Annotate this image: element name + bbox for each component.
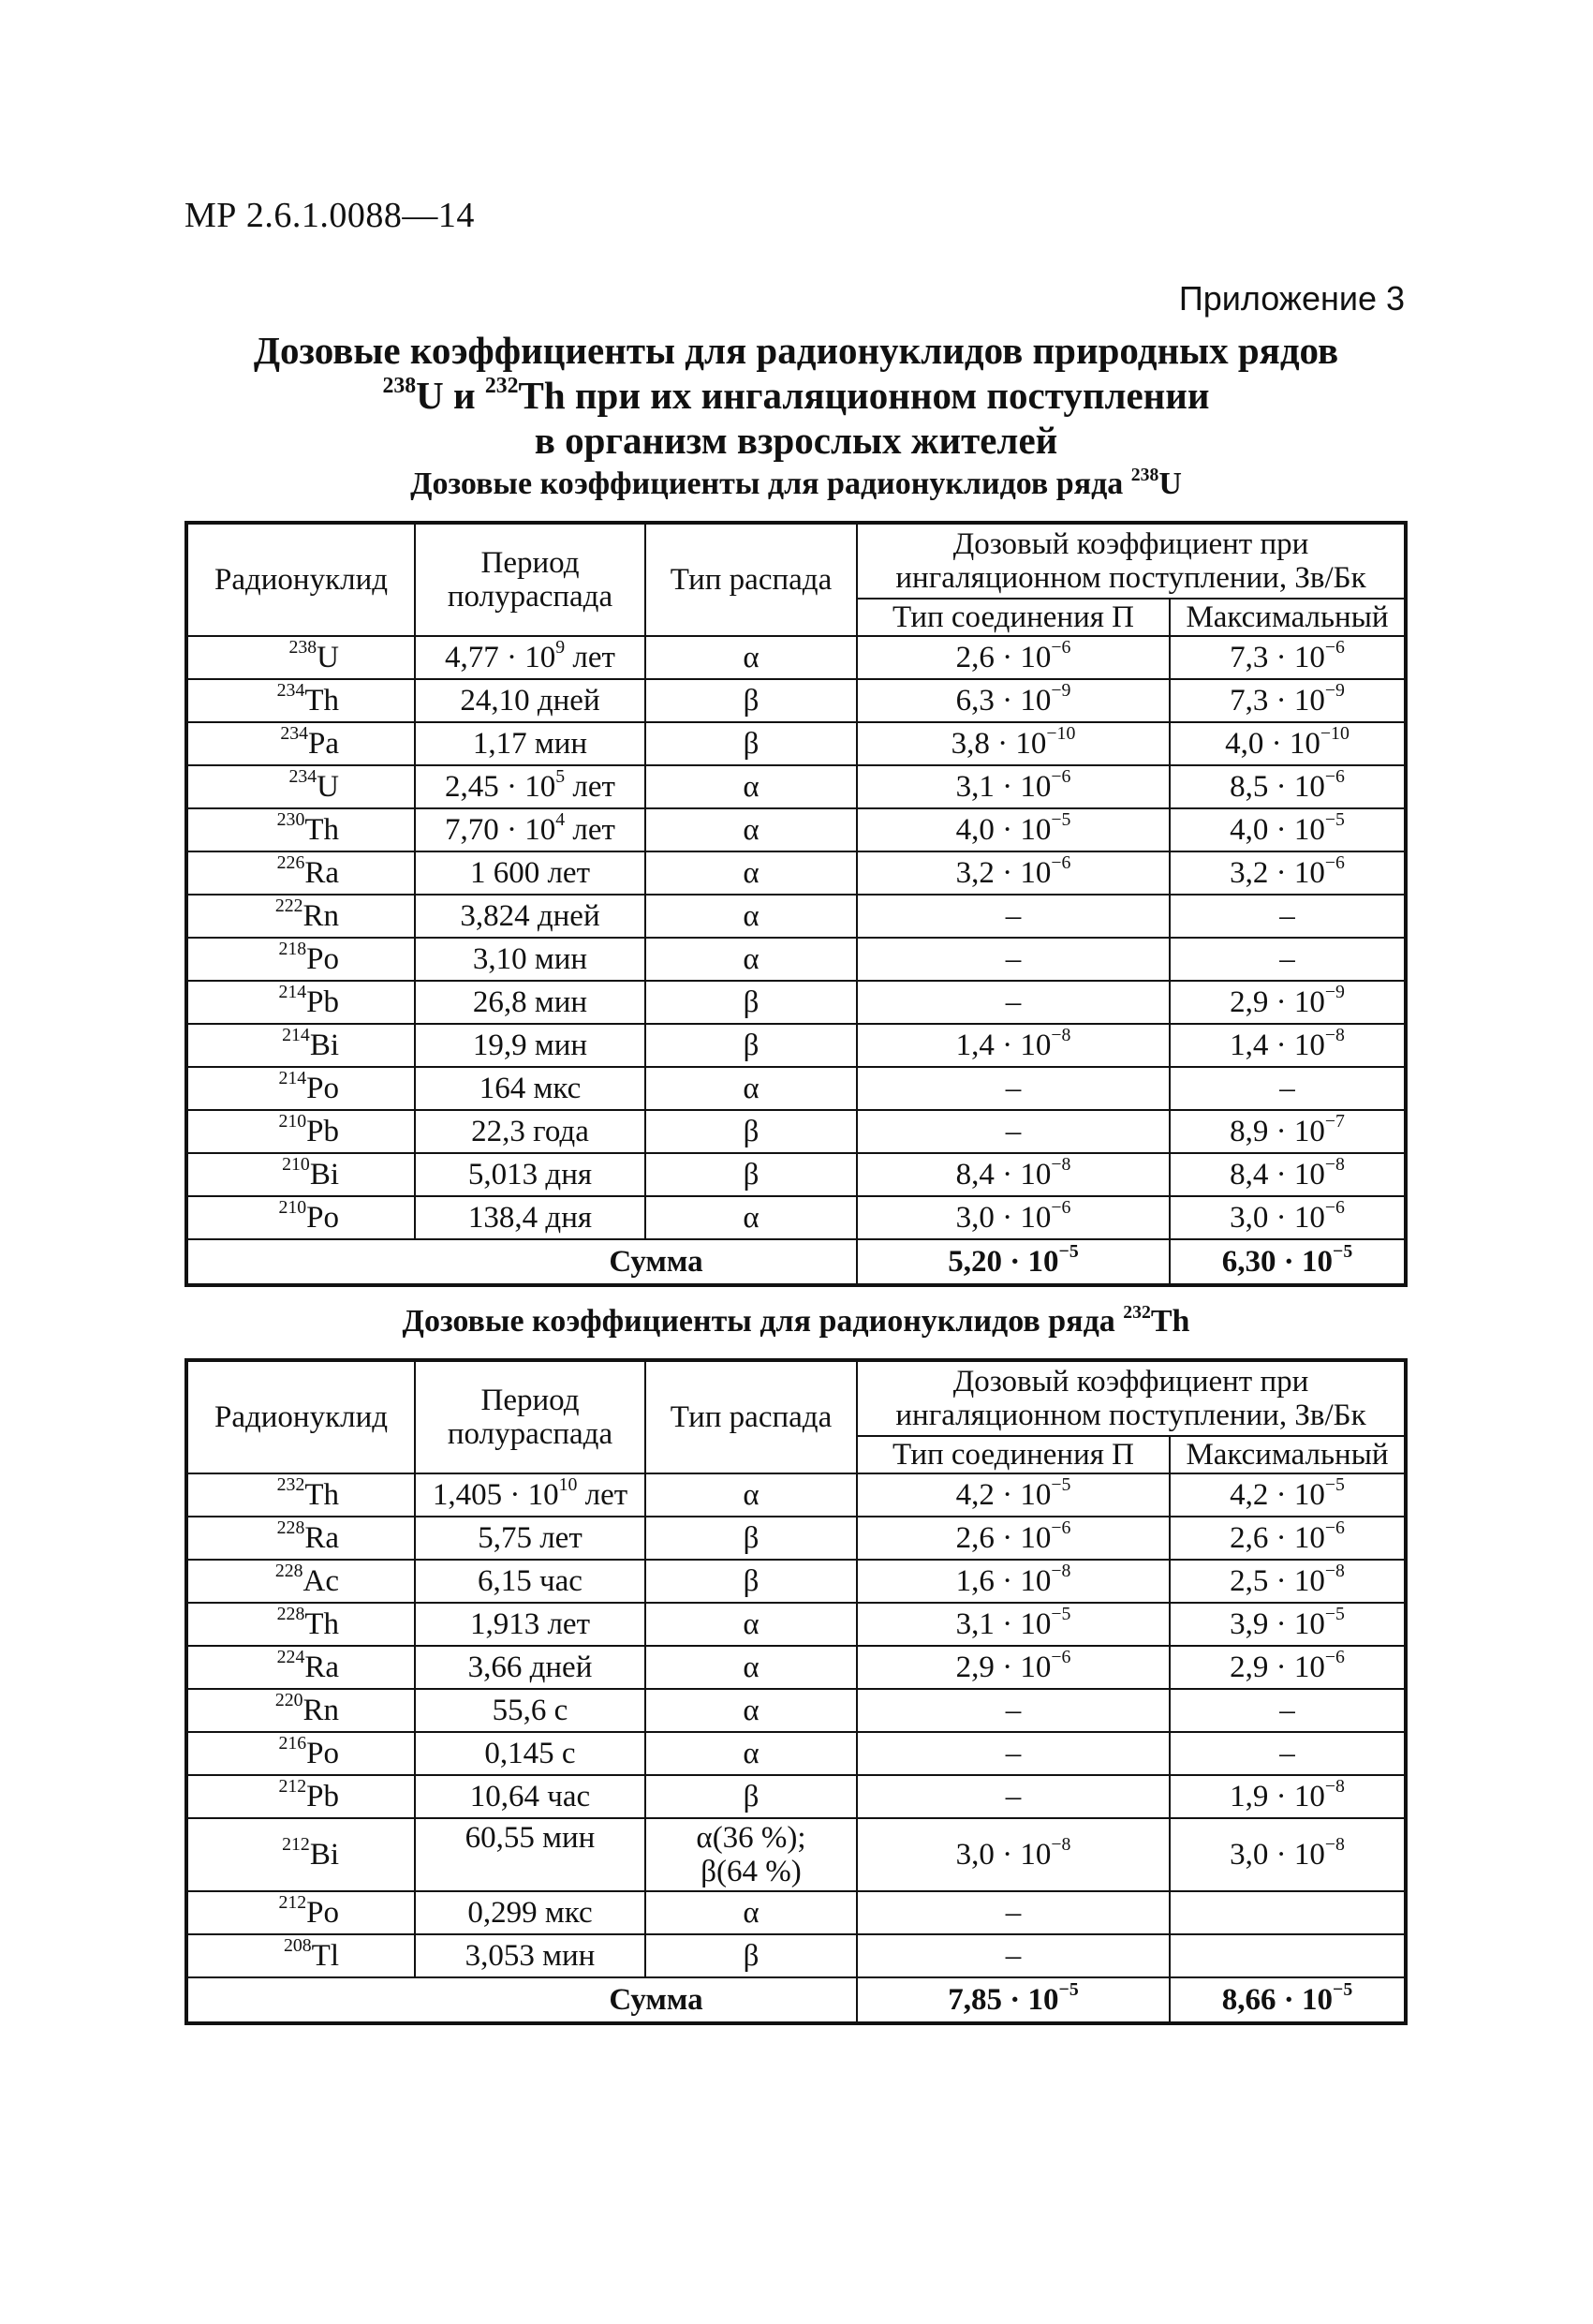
dose-type-p-cell: $4,2 \cdot 10^{-5}$ [857,1473,1170,1517]
table-caption-th232 [150,1301,1442,1340]
nuclide-cell: $^{228}$Ac [186,1560,415,1603]
dose-max-cell: $3,0 \cdot 10^{-8}$ [1170,1818,1406,1891]
half-life-cell: 3,053 мин [415,1934,645,1977]
header-half-life: Период полураспада [415,523,645,636]
table-row [186,1067,1406,1110]
decay-type-cell: α [645,1891,857,1934]
dose-type-p-cell: – [857,1110,1170,1153]
header-nuclide: Радионуклид [186,1360,415,1473]
half-life-cell: $7,70 \cdot 10^4$ лет [415,808,645,851]
dose-max-cell: $8,9 \cdot 10^{-7}$ [1170,1110,1406,1153]
table-row [186,1153,1406,1196]
title-th-rest: Th при их ингаляционном поступлении [518,374,1210,417]
dose-type-p-cell: $3,0 \cdot 10^{-8}$ [857,1818,1170,1891]
nuclide-cell: $^{214}$Bi [186,1024,415,1067]
table-row [186,1603,1406,1646]
caption-text: Дозовые коэффициенты для радионуклидов ряда [410,466,1131,501]
appendix-label: Приложение 3 [1178,279,1405,318]
nuclide-cell: $^{208}$Tl [186,1934,415,1977]
half-life-cell: 22,3 года [415,1110,645,1153]
table-row [186,1646,1406,1689]
table-row [186,1934,1406,1977]
decay-type-cell: α [645,895,857,938]
dose-max-cell: $7,3 \cdot 10^{-6}$ [1170,636,1406,679]
total-row [186,1239,1406,1285]
nuclide-cell: $^{228}$Ra [186,1517,415,1560]
caption-text: Дозовые коэффициенты для радионуклидов ряда [402,1304,1124,1339]
table-row [186,851,1406,895]
header-dose-coefficient: Дозовый коэффициент при ингаляционном поступлении, Зв/Бк [857,1360,1406,1436]
decay-type-cell: β [645,1517,857,1560]
dose-type-p-cell: – [857,1689,1170,1732]
header-nuclide: Радионуклид [186,523,415,636]
half-life-cell: 1,913 лет [415,1603,645,1646]
table-row [186,895,1406,938]
table-row [186,1689,1406,1732]
header-decay-type: Тип распада [645,523,857,636]
decay-type-cell: α [645,1603,857,1646]
dose-type-p-cell: $1,6 \cdot 10^{-8}$ [857,1560,1170,1603]
decay-type-cell: α [645,808,857,851]
nuclide-cell: $^{218}$Po [186,938,415,981]
nuclide-cell: $^{214}$Po [186,1067,415,1110]
table-row [186,1818,1406,1891]
decay-type-cell: α(36 %); β(64 %) [645,1818,857,1891]
table-row [186,1891,1406,1934]
half-life-cell: 1,17 мин [415,722,645,765]
half-life-cell: 3,824 дней [415,895,645,938]
dose-max-cell: $7,3 \cdot 10^{-9}$ [1170,679,1406,722]
dose-type-p-cell: $1,4 \cdot 10^{-8}$ [857,1024,1170,1067]
half-life-cell: 164 мкс [415,1067,645,1110]
dose-type-p-cell: $3,2 \cdot 10^{-6}$ [857,851,1170,895]
title-u-mass: 238 [382,373,417,398]
title-line-2 [150,373,1442,418]
decay-type-cell: β [645,1560,857,1603]
nuclide-cell: $^{222}$Rn [186,895,415,938]
main-title [150,328,1442,463]
nuclide-cell: $^{232}$Th [186,1473,415,1517]
dose-max-cell: – [1170,1689,1406,1732]
total-type-p: $5,20 \cdot 10^{-5}$ [857,1239,1170,1285]
header-type-p: Тип соединения П [857,1436,1170,1473]
decay-type-cell: α [645,1732,857,1775]
decay-type-cell: β [645,1775,857,1818]
header-dose-coefficient: Дозовый коэффициент при ингаляционном поступлении, Зв/Бк [857,523,1406,599]
dose-max-cell: $8,5 \cdot 10^{-6}$ [1170,765,1406,808]
dose-type-p-cell: $6,3 \cdot 10^{-9}$ [857,679,1170,722]
header-max: Максимальный [1170,1436,1406,1473]
title-th-mass: 232 [484,373,519,398]
decay-type-cell: α [645,1473,857,1517]
decay-type-cell: β [645,1024,857,1067]
caption-mass: 232 [1123,1301,1151,1323]
nuclide-cell: $^{220}$Rn [186,1689,415,1732]
dose-type-p-cell: – [857,938,1170,981]
document-code: МР 2.6.1.0088—14 [184,196,475,235]
decay-type-cell: β [645,1934,857,1977]
half-life-cell: 5,013 дня [415,1153,645,1196]
dose-type-p-cell: – [857,895,1170,938]
half-life-cell: $2,45 \cdot 10^5$ лет [415,765,645,808]
decay-type-cell: α [645,851,857,895]
dose-max-cell: – [1170,1732,1406,1775]
dose-max-cell: $1,4 \cdot 10^{-8}$ [1170,1024,1406,1067]
dose-type-p-cell: $2,6 \cdot 10^{-6}$ [857,636,1170,679]
dose-max-cell: $3,9 \cdot 10^{-5}$ [1170,1603,1406,1646]
total-row [186,1977,1406,2023]
decay-type-cell: α [645,1196,857,1239]
nuclide-cell: $^{210}$Bi [186,1153,415,1196]
half-life-cell: 26,8 мин [415,981,645,1024]
half-life-cell: 0,299 мкс [415,1891,645,1934]
half-life-cell: 24,10 дней [415,679,645,722]
table-row [186,981,1406,1024]
dose-type-p-cell: $8,4 \cdot 10^{-8}$ [857,1153,1170,1196]
nuclide-cell: $^{210}$Po [186,1196,415,1239]
caption-element: Th [1150,1304,1190,1339]
nuclide-cell: $^{226}$Ra [186,851,415,895]
half-life-cell: 55,6 с [415,1689,645,1732]
dose-table-th232 [184,1358,1408,2025]
nuclide-cell: $^{212}$Bi [186,1818,415,1891]
dose-type-p-cell: $3,1 \cdot 10^{-6}$ [857,765,1170,808]
dose-type-p-cell: $3,1 \cdot 10^{-5}$ [857,1603,1170,1646]
decay-type-cell: β [645,1153,857,1196]
table-row [186,1560,1406,1603]
decay-type-cell: β [645,679,857,722]
dose-max-cell: – [1170,895,1406,938]
table-row [186,1473,1406,1517]
caption-mass: 238 [1130,464,1159,485]
dose-type-p-cell: $4,0 \cdot 10^{-5}$ [857,808,1170,851]
nuclide-cell: $^{238}$U [186,636,415,679]
dose-max-cell: $3,0 \cdot 10^{-6}$ [1170,1196,1406,1239]
table-body [186,1473,1406,2023]
table-row [186,1775,1406,1818]
nuclide-cell: $^{234}$Th [186,679,415,722]
table-row [186,1732,1406,1775]
dose-max-cell: $2,9 \cdot 10^{-6}$ [1170,1646,1406,1689]
table-row [186,1024,1406,1067]
half-life-cell: 60,55 мин [415,1818,645,1891]
header-max: Максимальный [1170,599,1406,636]
decay-type-cell: α [645,765,857,808]
table-row [186,808,1406,851]
half-life-cell: 3,10 мин [415,938,645,981]
dose-type-p-cell: $2,6 \cdot 10^{-6}$ [857,1517,1170,1560]
decay-type-cell: β [645,722,857,765]
title-line-1: Дозовые коэффициенты для радионуклидов природных рядов [253,329,1339,372]
header-half-life: Период полураспада [415,1360,645,1473]
half-life-cell: 6,15 час [415,1560,645,1603]
table-row [186,636,1406,679]
dose-max-cell: $4,2 \cdot 10^{-5}$ [1170,1473,1406,1517]
half-life-cell: $4,77 \cdot 10^9$ лет [415,636,645,679]
title-u: U и [416,374,485,417]
dose-type-p-cell: $3,0 \cdot 10^{-6}$ [857,1196,1170,1239]
title-line-3: в организм взрослых жителей [534,419,1058,462]
nuclide-cell: $^{214}$Pb [186,981,415,1024]
header-decay-type: Тип распада [645,1360,857,1473]
nuclide-cell: $^{230}$Th [186,808,415,851]
table-caption-u238 [150,466,1442,502]
table-row [186,1517,1406,1560]
total-label: Сумма [186,1977,857,2023]
half-life-cell: $1,405 \cdot 10^{10}$ лет [415,1473,645,1517]
table-row [186,938,1406,981]
total-label: Сумма [186,1239,857,1285]
table-row [186,679,1406,722]
table-row [186,765,1406,808]
half-life-cell: 3,66 дней [415,1646,645,1689]
dose-type-p-cell: – [857,1775,1170,1818]
decay-type-cell: α [645,1067,857,1110]
dose-type-p-cell: $2,9 \cdot 10^{-6}$ [857,1646,1170,1689]
dose-max-cell: $2,6 \cdot 10^{-6}$ [1170,1517,1406,1560]
nuclide-cell: $^{212}$Po [186,1891,415,1934]
nuclide-cell: $^{212}$Pb [186,1775,415,1818]
nuclide-cell: $^{216}$Po [186,1732,415,1775]
total-max: $8,66 \cdot 10^{-5}$ [1170,1977,1406,2023]
half-life-cell: 10,64 час [415,1775,645,1818]
half-life-cell: 0,145 с [415,1732,645,1775]
dose-max-cell: – [1170,1067,1406,1110]
table-body [186,636,1406,1285]
decay-type-cell: α [645,1689,857,1732]
dose-max-cell: $1,9 \cdot 10^{-8}$ [1170,1775,1406,1818]
dose-type-p-cell: $3,8 \cdot 10^{-10}$ [857,722,1170,765]
half-life-cell: 1 600 лет [415,851,645,895]
dose-max-cell: $4,0 \cdot 10^{-10}$ [1170,722,1406,765]
dose-type-p-cell: – [857,1067,1170,1110]
decay-type-cell: β [645,981,857,1024]
nuclide-cell: $^{234}$U [186,765,415,808]
dose-type-p-cell: – [857,1891,1170,1934]
table-row [186,1196,1406,1239]
dose-max-cell: $8,4 \cdot 10^{-8}$ [1170,1153,1406,1196]
dose-type-p-cell: – [857,981,1170,1024]
dose-max-cell: $2,9 \cdot 10^{-9}$ [1170,981,1406,1024]
dose-max-cell: $3,2 \cdot 10^{-6}$ [1170,851,1406,895]
dose-max-cell: $4,0 \cdot 10^{-5}$ [1170,808,1406,851]
nuclide-cell: $^{234}$Pa [186,722,415,765]
half-life-cell: 19,9 мин [415,1024,645,1067]
total-max: $6,30 \cdot 10^{-5}$ [1170,1239,1406,1285]
nuclide-cell: $^{210}$Pb [186,1110,415,1153]
table-row [186,1110,1406,1153]
caption-element: U [1158,466,1182,501]
decay-type-cell: α [645,1646,857,1689]
decay-type-cell: α [645,938,857,981]
dose-table-u238 [184,521,1408,1287]
total-type-p: $7,85 \cdot 10^{-5}$ [857,1977,1170,2023]
header-type-p: Тип соединения П [857,599,1170,636]
decay-type-cell: α [645,636,857,679]
dose-type-p-cell: – [857,1934,1170,1977]
dose-type-p-cell: – [857,1732,1170,1775]
decay-type-cell: β [645,1110,857,1153]
dose-max-cell [1170,1934,1406,1977]
half-life-cell: 138,4 дня [415,1196,645,1239]
table-row [186,722,1406,765]
nuclide-cell: $^{228}$Th [186,1603,415,1646]
dose-max-cell [1170,1891,1406,1934]
nuclide-cell: $^{224}$Ra [186,1646,415,1689]
half-life-cell: 5,75 лет [415,1517,645,1560]
dose-max-cell: $2,5 \cdot 10^{-8}$ [1170,1560,1406,1603]
dose-max-cell: – [1170,938,1406,981]
